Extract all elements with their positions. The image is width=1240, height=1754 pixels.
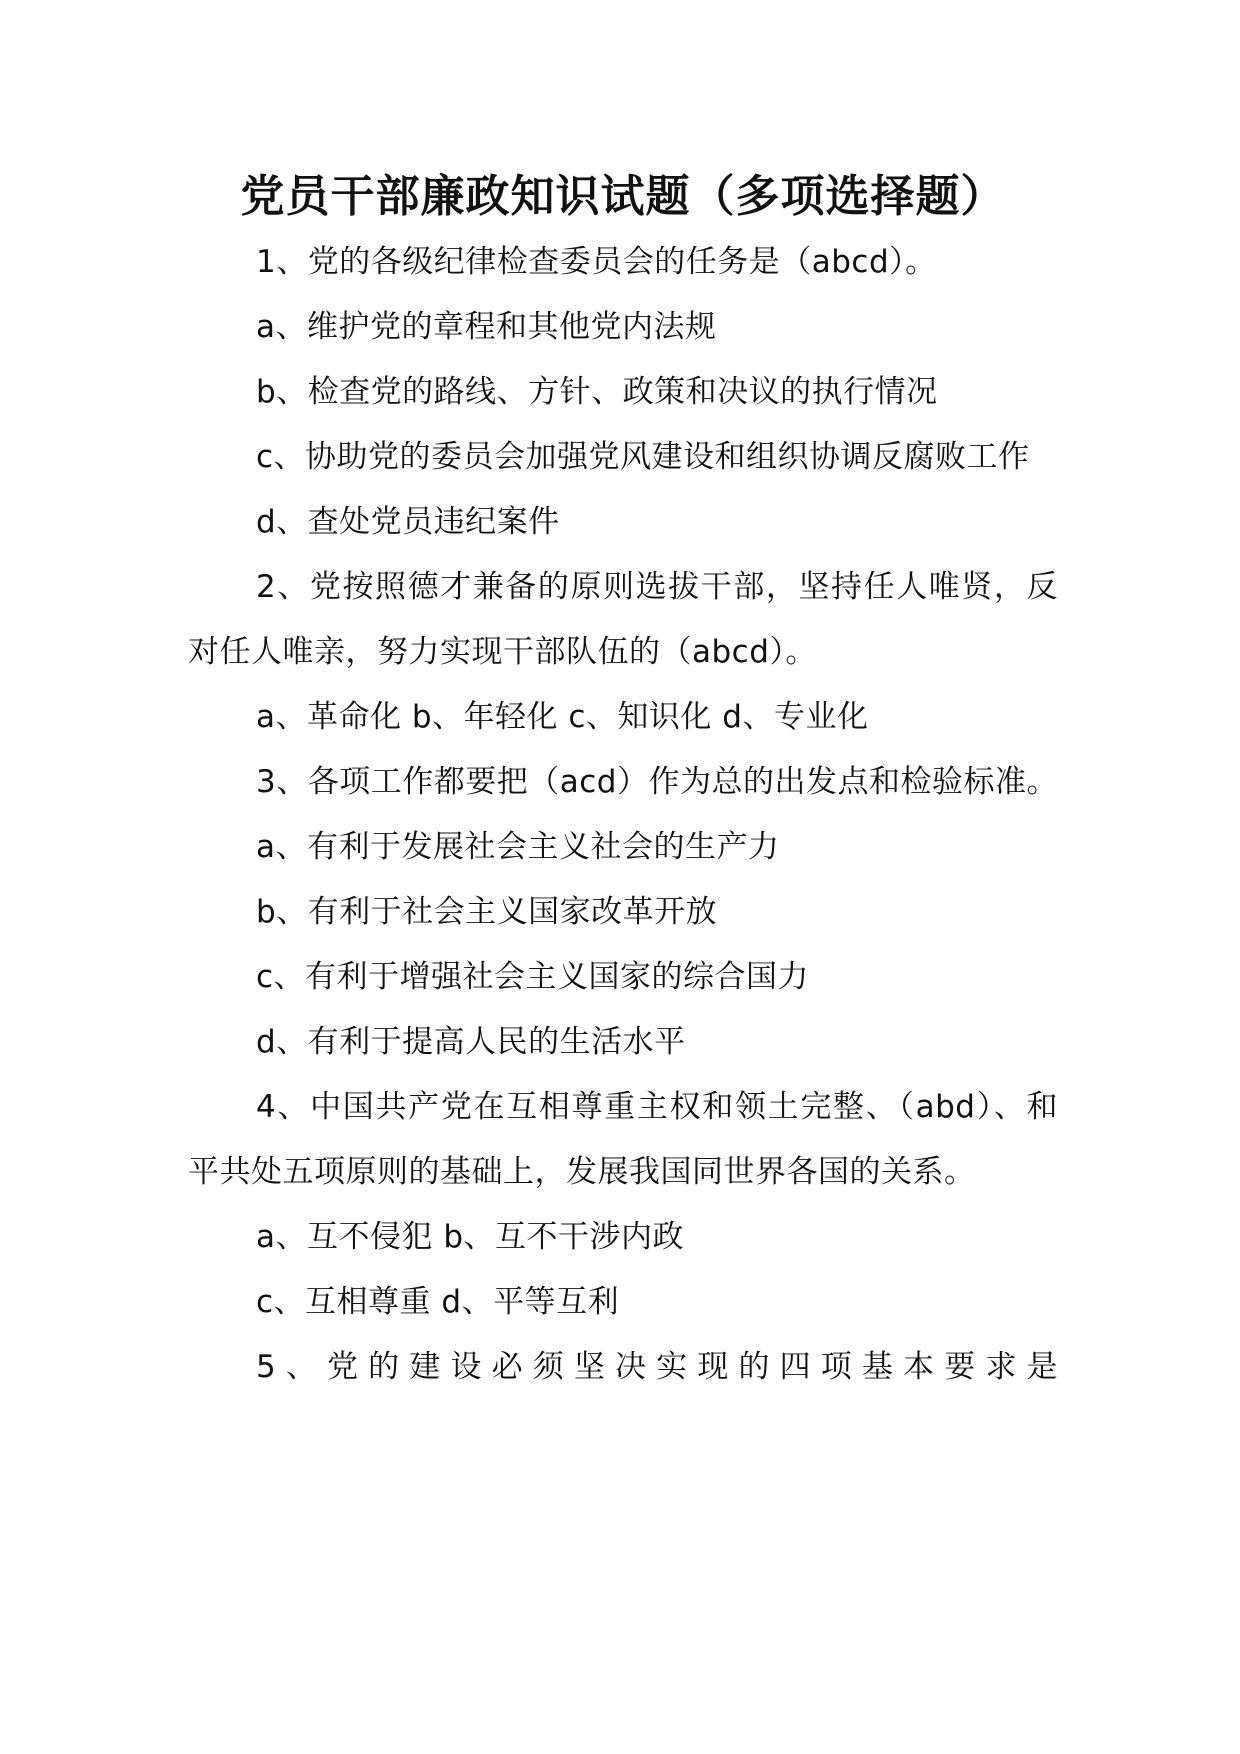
- question-3-option-a: a、有利于发展社会主义社会的生产力: [256, 829, 780, 865]
- question-3: 3、各项工作都要把（acd）作为总的出发点和检验标准。: [256, 764, 1058, 800]
- question-1-option-d: d、查处党员违纪案件: [256, 504, 560, 540]
- document-title: 党员干部廉政知识试题（多项选择题）: [240, 171, 1006, 222]
- document-page: [188, 168, 1058, 1400]
- question-1: 1、党的各级纪律检查委员会的任务是（abcd）。: [256, 244, 937, 280]
- question-4-options-ab: a、互不侵犯 b、互不干涉内政: [256, 1219, 685, 1255]
- question-5: 5、党的建设必须坚决实现的四项基本要求是: [256, 1349, 1058, 1385]
- question-4: 4、中国共产党在互相尊重主权和领土完整、（abd）、和平共处五项原则的基础上，发展我国同世界各国的关系。: [188, 1089, 1058, 1190]
- question-1-option-a: a、维护党的章程和其他党内法规: [256, 309, 717, 345]
- question-3-option-c: c、有利于增强社会主义国家的综合国力: [256, 959, 810, 995]
- question-3-option-d: d、有利于提高人民的生活水平: [256, 1024, 686, 1060]
- question-2: 2、党按照德才兼备的原则选拔干部，坚持任人唯贤，反对任人唯亲，努力实现干部队伍的（abcd）。: [188, 569, 1058, 670]
- question-4-options-cd: c、互相尊重 d、平等互利: [256, 1284, 620, 1320]
- question-1-option-b: b、检查党的路线、方针、政策和决议的执行情况: [256, 374, 938, 410]
- question-2-options: a、革命化 b、年轻化 c、知识化 d、专业化: [256, 699, 869, 735]
- question-3-option-b: b、有利于社会主义国家改革开放: [256, 894, 718, 930]
- question-1-option-c: c、协助党的委员会加强党风建设和组织协调反腐败工作: [256, 439, 1030, 475]
